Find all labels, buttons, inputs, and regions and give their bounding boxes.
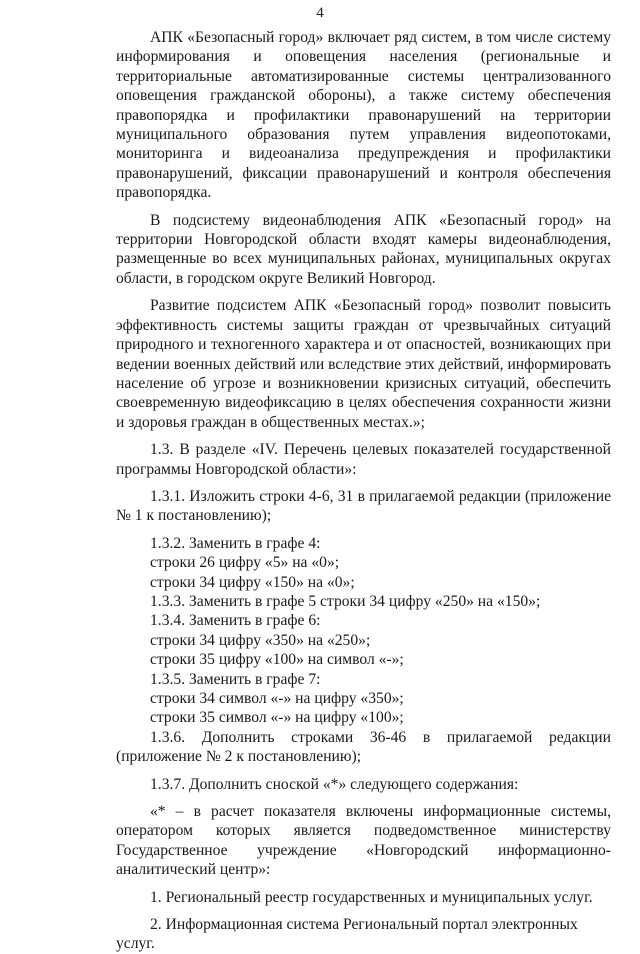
paragraph-footnote-item-1: 1. Региональный реестр государственных и муниципальных услуг. [150,888,593,906]
paragraph-1-3-3: 1.3.3. Заменить в графе 5 строки 34 цифру «250» на «150»; [150,592,541,610]
paragraph-1-3-5-item-1: строки 34 символ «-» на цифру «350»; [150,690,404,707]
paragraph-footnote: «* – в расчет показателя включены информационные системы, оператором которых является подведомственное министерству Государственное учреждение «Новгородский информационно-аналитический центр»: [116,803,611,879]
paragraph-apk-systems: АПК «Безопасный город» включает ряд систем, в том числе систему информирования и оповещения населения (региональные и территориальные автоматизированные системы централизованного оповещения гражданской обороны), а также систему обеспечения правопорядка и профилактики правонарушений на территории муниципального образования путем управления видеопотоками, мониторинга и видеоанализа предупреждения и профилактики правонарушений, фиксации правонарушений и контроля обеспечения правопорядка. [116,29,611,202]
document-body [116,28,611,954]
paragraph-1-3-5-item-2: строки 35 символ «-» на цифру «100»; [150,709,404,727]
paragraph-1-3-7: 1.3.7. Дополнить сноской «*» следующего содержания: [150,775,519,793]
paragraph-1-3-5: 1.3.5. Заменить в графе 7: [150,670,321,688]
paragraph-1-3-6: 1.3.6. Дополнить строками 36-46 в прилагаемой редакции (приложение № 2 к постановлению); [116,728,611,766]
page-number: 4 [316,5,324,21]
paragraph-1-3-2: 1.3.2. Заменить в графе 4: [150,534,321,552]
paragraph-video-subsystem: В подсистему видеонаблюдения АПК «Безопасный город» на территории Новгородской области входят камеры видеонаблюдения, размещенные во всех муниципальных районах, муниципальных округах области, в городском округе Великий Новгород. [116,211,611,287]
paragraph-footnote-item-2: 2. Информационная система Региональный портал электронных услуг. [116,916,578,953]
paragraph-1-3-4: 1.3.4. Заменить в графе 6: [150,612,321,630]
paragraph-1-3-1: 1.3.1. Изложить строки 4-6, 31 в прилагаемой редакции (приложение № 1 к постановлению); [116,487,611,525]
paragraph-1-3-2-item-1: строки 26 цифру «5» на «0»; [150,554,340,572]
paragraph-1-3: 1.3. В разделе «IV. Перечень целевых показателей государственной программы Новгородской области»: [116,441,611,478]
paragraph-development: Развитие подсистем АПК «Безопасный город» позволит повысить эффективность системы защиты граждан от чрезвычайных ситуаций природного и техногенного характера и от опасностей, возникающих при ведении военных действий или вследствие этих действий, информировать население об угрозе и возникновении кризисных ситуаций, обеспечить своевременную видеофиксацию в целях обеспечения сохранности жизни и здоровья граждан в общественных местах.»; [116,297,611,431]
paragraph-1-3-2-item-2: строки 34 цифру «150» на «0»; [150,573,355,591]
paragraph-1-3-4-item-1: строки 34 цифру «350» на «250»; [150,631,371,649]
paragraph-1-3-4-item-2: строки 35 цифру «100» на символ «-»; [150,651,404,669]
